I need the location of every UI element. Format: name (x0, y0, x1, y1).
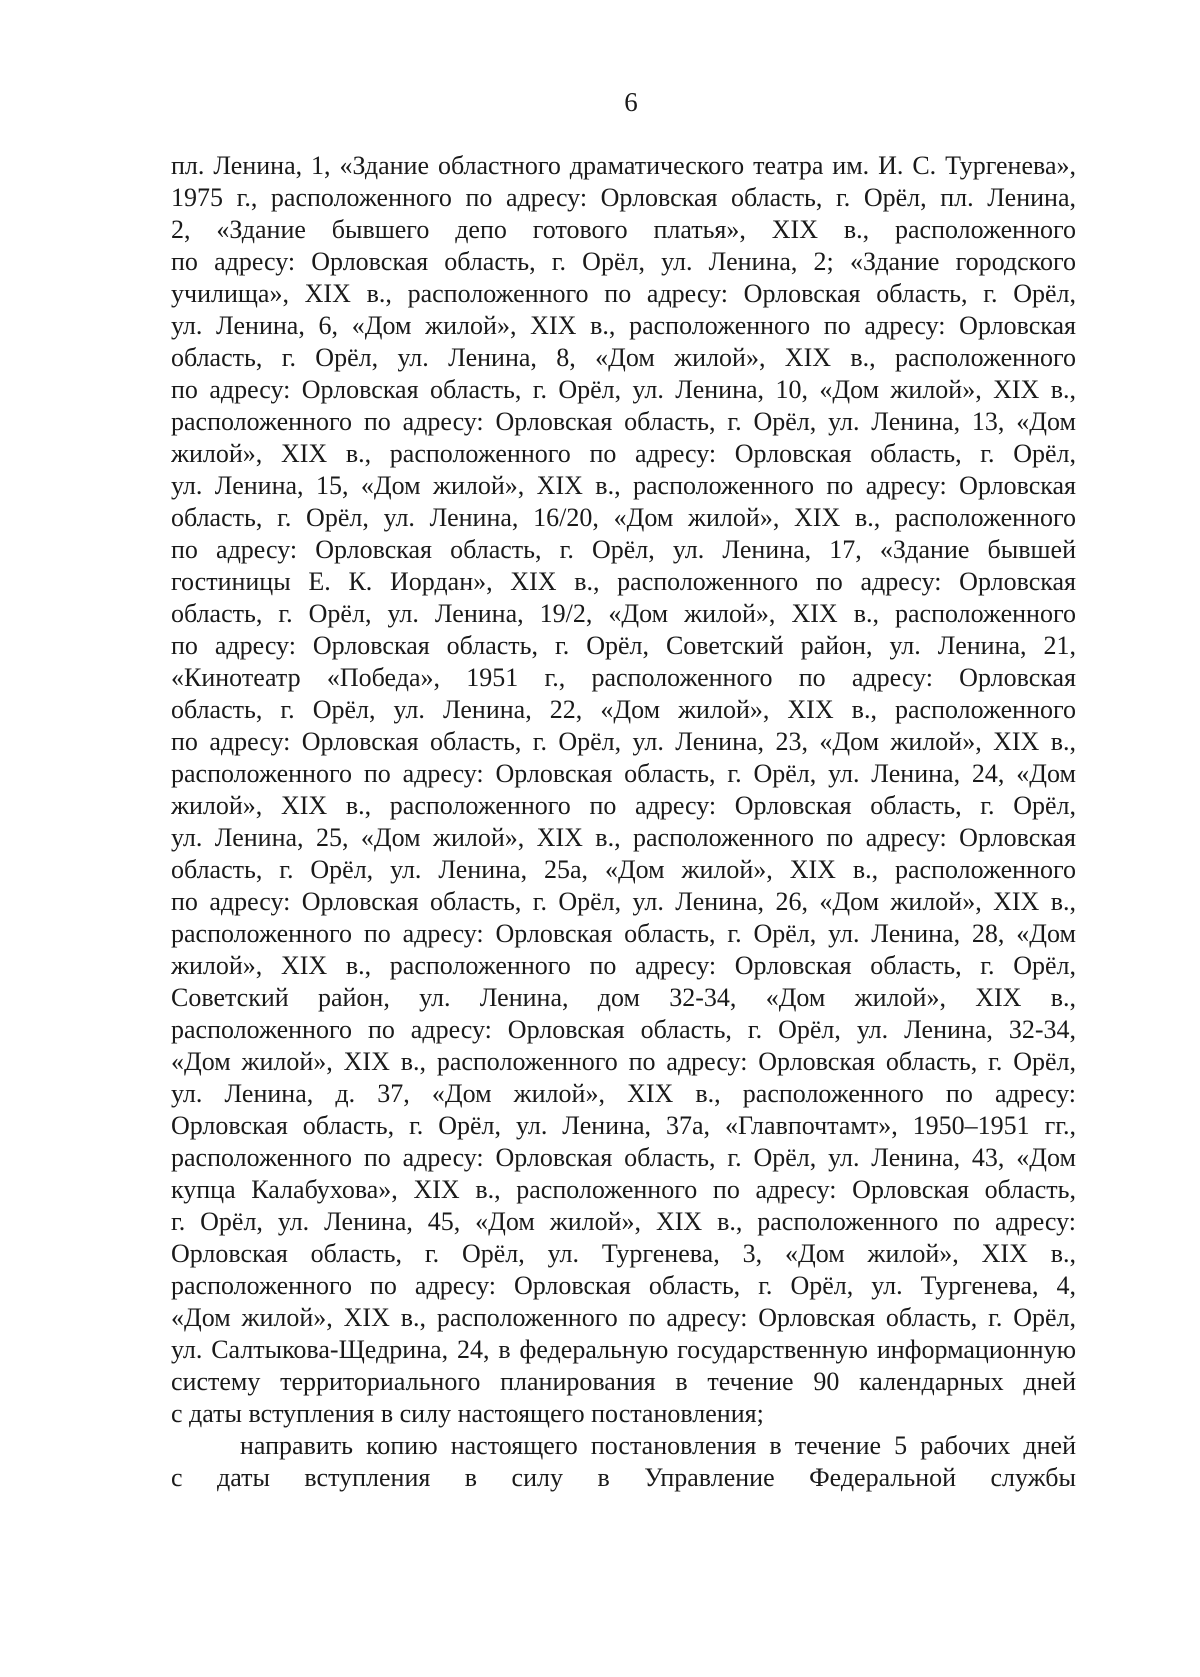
text-line: купца Калабухова», XIX в., расположенного по адресу: Орловская область, (171, 1175, 1076, 1204)
text-line: расположенного по адресу: Орловская область, г. Орёл, ул. Ленина, 13, «Дом (171, 407, 1076, 436)
text-line: 1975 г., расположенного по адресу: Орловская область, г. Орёл, пл. Ленина, (171, 183, 1076, 212)
text-line: жилой», XIX в., расположенного по адресу: Орловская область, г. Орёл, (171, 791, 1076, 820)
text-line: область, г. Орёл, ул. Ленина, 16/20, «Дом жилой», XIX в., расположенного (171, 503, 1076, 532)
text-line: расположенного по адресу: Орловская область, г. Орёл, ул. Ленина, 28, «Дом (171, 919, 1076, 948)
text-line: 2, «Здание бывшего депо готового платья», XIX в., расположенного (171, 215, 1076, 244)
text-line: гостиницы Е. К. Иордан», XIX в., расположенного по адресу: Орловская (171, 567, 1076, 596)
text-line: ул. Ленина, 15, «Дом жилой», XIX в., расположенного по адресу: Орловская (171, 471, 1076, 500)
text-line: расположенного по адресу: Орловская область, г. Орёл, ул. Ленина, 43, «Дом (171, 1143, 1076, 1172)
text-line: «Дом жилой», XIX в., расположенного по адресу: Орловская область, г. Орёл, (171, 1047, 1076, 1076)
text-line: по адресу: Орловская область, г. Орёл, ул. Ленина, 23, «Дом жилой», XIX в., (171, 727, 1076, 756)
text-line: с даты вступления в силу в Управление Федеральной службы (171, 1463, 1076, 1492)
text-line: «Дом жилой», XIX в., расположенного по адресу: Орловская область, г. Орёл, (171, 1303, 1076, 1332)
text-line: по адресу: Орловская область, г. Орёл, ул. Ленина, 17, «Здание бывшей (171, 535, 1076, 564)
text-line: расположенного по адресу: Орловская область, г. Орёл, ул. Ленина, 32-34, (171, 1015, 1076, 1044)
text-line: по адресу: Орловская область, г. Орёл, ул. Ленина, 26, «Дом жилой», XIX в., (171, 887, 1076, 916)
document-body (171, 150, 1076, 1494)
text-line: ул. Ленина, д. 37, «Дом жилой», XIX в., расположенного по адресу: (171, 1079, 1076, 1108)
text-line: Орловская область, г. Орёл, ул. Тургенева, 3, «Дом жилой», XIX в., (171, 1239, 1076, 1268)
text-line: ул. Ленина, 6, «Дом жилой», XIX в., расположенного по адресу: Орловская (171, 311, 1076, 340)
text-line: училища», XIX в., расположенного по адресу: Орловская область, г. Орёл, (171, 279, 1076, 308)
text-line: область, г. Орёл, ул. Ленина, 8, «Дом жилой», XIX в., расположенного (171, 343, 1076, 372)
text-line: расположенного по адресу: Орловская область, г. Орёл, ул. Ленина, 24, «Дом (171, 759, 1076, 788)
text-line: пл. Ленина, 1, «Здание областного драматического театра им. И. С. Тургенева», (171, 151, 1076, 180)
text-line: Советский район, ул. Ленина, дом 32-34, «Дом жилой», XIX в., (171, 983, 1076, 1012)
text-line: расположенного по адресу: Орловская область, г. Орёл, ул. Тургенева, 4, (171, 1271, 1076, 1300)
text-line: по адресу: Орловская область, г. Орёл, ул. Ленина, 10, «Дом жилой», XIX в., (171, 375, 1076, 404)
paragraph-first-line: направить копию настоящего постановления в течение 5 рабочих дней (240, 1431, 1076, 1460)
text-line: область, г. Орёл, ул. Ленина, 22, «Дом жилой», XIX в., расположенного (171, 695, 1076, 724)
text-line: Орловская область, г. Орёл, ул. Ленина, 37а, «Главпочтамт», 1950–1951 гг., (171, 1111, 1076, 1140)
text-line: систему территориального планирования в течение 90 календарных дней (171, 1367, 1076, 1396)
text-line: жилой», XIX в., расположенного по адресу: Орловская область, г. Орёл, (171, 951, 1076, 980)
text-line: «Кинотеатр «Победа», 1951 г., расположенного по адресу: Орловская (171, 663, 1076, 692)
text-line: по адресу: Орловская область, г. Орёл, ул. Ленина, 2; «Здание городского (171, 247, 1076, 276)
page-number: 6 (624, 87, 638, 117)
text-line: ул. Ленина, 25, «Дом жилой», XIX в., расположенного по адресу: Орловская (171, 823, 1076, 852)
text-line: область, г. Орёл, ул. Ленина, 19/2, «Дом жилой», XIX в., расположенного (171, 599, 1076, 628)
paragraph-end-line: с даты вступления в силу настоящего постановления; (171, 1399, 764, 1428)
text-line: жилой», XIX в., расположенного по адресу: Орловская область, г. Орёл, (171, 439, 1076, 468)
text-line: по адресу: Орловская область, г. Орёл, Советский район, ул. Ленина, 21, (171, 631, 1076, 660)
text-line: г. Орёл, ул. Ленина, 45, «Дом жилой», XIX в., расположенного по адресу: (171, 1207, 1076, 1236)
text-line: область, г. Орёл, ул. Ленина, 25а, «Дом жилой», XIX в., расположенного (171, 855, 1076, 884)
text-line: ул. Салтыкова-Щедрина, 24, в федеральную государственную информационную (171, 1335, 1076, 1364)
